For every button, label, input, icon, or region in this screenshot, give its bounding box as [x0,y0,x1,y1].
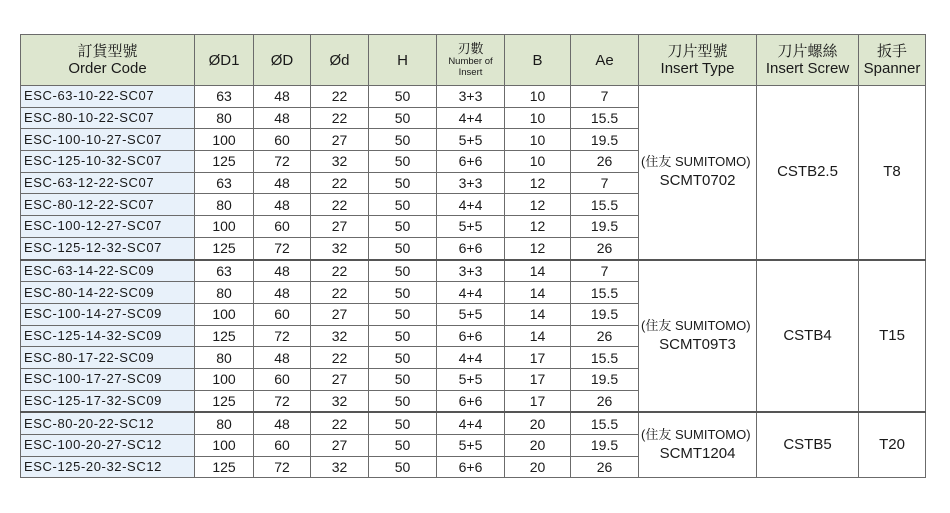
insert-screw-cell: CSTB2.5 [757,86,859,260]
cell-H: 50 [369,368,437,390]
cell-B: 12 [505,237,571,259]
cell-d1: 80 [195,347,254,369]
cell-teeth: 6+6 [437,237,505,259]
cell-D: 48 [254,260,311,282]
table-row [21,86,926,108]
cell-D: 48 [254,86,311,108]
cell-B: 14 [505,260,571,282]
cell-Ae: 19.5 [571,368,639,390]
cell-d: 22 [311,86,369,108]
cell-H: 50 [369,282,437,304]
cell-order-code: ESC-100-10-27-SC07 [21,129,195,151]
cell-d: 27 [311,303,369,325]
insert-model: SCMT0702 [659,172,736,190]
cell-d1: 63 [195,260,254,282]
cell-order-code: ESC-125-17-32-SC09 [21,390,195,412]
header-B: B [505,35,571,86]
cell-D: 48 [254,194,311,216]
cell-order-code: ESC-100-17-27-SC09 [21,368,195,390]
insert-model: SCMT09T3 [659,335,736,353]
cell-B: 14 [505,282,571,304]
cell-D: 60 [254,435,311,457]
cell-H: 50 [369,107,437,129]
cell-D: 60 [254,129,311,151]
cell-d: 27 [311,129,369,151]
table-row [21,260,926,282]
cell-d: 32 [311,456,369,478]
cell-teeth: 3+3 [437,86,505,108]
insert-brand: (住友 SUMITOMO) [641,427,751,443]
cell-order-code: ESC-80-20-22-SC12 [21,412,195,434]
cell-H: 50 [369,303,437,325]
cell-teeth: 5+5 [437,216,505,238]
cell-teeth: 6+6 [437,390,505,412]
cell-H: 50 [369,237,437,259]
cell-d: 22 [311,194,369,216]
cell-order-code: ESC-125-14-32-SC09 [21,325,195,347]
cell-H: 50 [369,412,437,434]
cell-teeth: 4+4 [437,347,505,369]
cell-Ae: 15.5 [571,412,639,434]
cell-Ae: 7 [571,260,639,282]
cell-D: 48 [254,347,311,369]
cell-teeth: 6+6 [437,151,505,173]
cell-d1: 100 [195,129,254,151]
cell-Ae: 7 [571,172,639,194]
cell-Ae: 19.5 [571,129,639,151]
cell-teeth: 4+4 [437,194,505,216]
cell-d1: 125 [195,237,254,259]
cell-order-code: ESC-63-10-22-SC07 [21,86,195,108]
cell-H: 50 [369,456,437,478]
cell-d1: 125 [195,325,254,347]
cell-H: 50 [369,194,437,216]
cell-Ae: 15.5 [571,347,639,369]
cell-order-code: ESC-80-14-22-SC09 [21,282,195,304]
cell-d: 22 [311,260,369,282]
cell-D: 72 [254,237,311,259]
header-row [21,35,926,86]
header-insert-type: 刀片型號 Insert Type [639,35,757,86]
cell-d: 22 [311,172,369,194]
cell-H: 50 [369,129,437,151]
cell-Ae: 26 [571,456,639,478]
cell-teeth: 3+3 [437,260,505,282]
header-d: Ød [311,35,369,86]
cell-B: 10 [505,151,571,173]
cell-B: 10 [505,107,571,129]
cell-d1: 80 [195,194,254,216]
cell-H: 50 [369,86,437,108]
cell-D: 48 [254,107,311,129]
cell-teeth: 4+4 [437,107,505,129]
cell-d1: 63 [195,172,254,194]
insert-model: SCMT1204 [659,445,736,463]
cell-order-code: ESC-125-20-32-SC12 [21,456,195,478]
cell-D: 48 [254,282,311,304]
cell-teeth: 5+5 [437,368,505,390]
cell-d1: 80 [195,107,254,129]
header-Ae: Ae [571,35,639,86]
cell-order-code: ESC-100-14-27-SC09 [21,303,195,325]
cell-Ae: 7 [571,86,639,108]
cell-B: 12 [505,216,571,238]
cell-H: 50 [369,172,437,194]
cell-B: 12 [505,194,571,216]
cell-B: 17 [505,368,571,390]
cell-d: 27 [311,368,369,390]
cell-H: 50 [369,390,437,412]
insert-type-cell [639,412,757,478]
insert-brand: (住友 SUMITOMO) [641,154,751,170]
cell-d1: 100 [195,368,254,390]
cell-H: 50 [369,435,437,457]
spanner-cell: T15 [859,260,926,413]
cell-d1: 125 [195,151,254,173]
cell-B: 14 [505,303,571,325]
cell-order-code: ESC-125-12-32-SC07 [21,237,195,259]
cell-Ae: 26 [571,151,639,173]
cell-teeth: 6+6 [437,325,505,347]
cell-d1: 63 [195,86,254,108]
cell-B: 10 [505,86,571,108]
insert-screw-cell: CSTB4 [757,260,859,413]
cell-B: 20 [505,412,571,434]
cell-B: 17 [505,390,571,412]
cell-d1: 125 [195,456,254,478]
header-H: H [369,35,437,86]
cell-D: 72 [254,151,311,173]
cell-d1: 100 [195,303,254,325]
header-D: ØD [254,35,311,86]
insert-type-cell [639,86,757,260]
cell-Ae: 15.5 [571,194,639,216]
cell-Ae: 15.5 [571,282,639,304]
cell-D: 60 [254,303,311,325]
cell-order-code: ESC-100-12-27-SC07 [21,216,195,238]
cell-d: 22 [311,282,369,304]
cell-B: 20 [505,435,571,457]
cell-D: 48 [254,172,311,194]
spec-body [21,86,926,478]
cell-H: 50 [369,347,437,369]
cell-order-code: ESC-80-17-22-SC09 [21,347,195,369]
cell-D: 72 [254,390,311,412]
table-row [21,412,926,434]
insert-type-cell [639,260,757,413]
cell-order-code: ESC-63-14-22-SC09 [21,260,195,282]
cell-D: 72 [254,456,311,478]
cell-d: 32 [311,237,369,259]
cell-Ae: 26 [571,390,639,412]
cell-order-code: ESC-80-12-22-SC07 [21,194,195,216]
spec-table [20,34,926,478]
cell-teeth: 4+4 [437,282,505,304]
cell-d: 27 [311,216,369,238]
cell-d1: 80 [195,282,254,304]
cell-d: 27 [311,435,369,457]
cell-Ae: 26 [571,237,639,259]
cell-D: 60 [254,368,311,390]
cell-B: 20 [505,456,571,478]
cell-Ae: 19.5 [571,303,639,325]
cell-teeth: 6+6 [437,456,505,478]
cell-B: 12 [505,172,571,194]
cell-d: 32 [311,390,369,412]
cell-teeth: 5+5 [437,303,505,325]
cell-teeth: 5+5 [437,129,505,151]
cell-B: 14 [505,325,571,347]
cell-Ae: 26 [571,325,639,347]
header-order-code: 訂貨型號 Order Code [21,35,195,86]
cell-d: 32 [311,151,369,173]
insert-screw-cell: CSTB5 [757,412,859,478]
cell-Ae: 15.5 [571,107,639,129]
cell-teeth: 4+4 [437,412,505,434]
cell-order-code: ESC-63-12-22-SC07 [21,172,195,194]
header-spanner: 扳手 Spanner [859,35,926,86]
cell-d1: 100 [195,216,254,238]
cell-H: 50 [369,260,437,282]
cell-order-code: ESC-100-20-27-SC12 [21,435,195,457]
cell-teeth: 3+3 [437,172,505,194]
cell-d: 22 [311,107,369,129]
cell-H: 50 [369,216,437,238]
cell-H: 50 [369,325,437,347]
cell-teeth: 5+5 [437,435,505,457]
cell-d: 32 [311,325,369,347]
insert-brand: (住友 SUMITOMO) [641,317,751,333]
cell-order-code: ESC-80-10-22-SC07 [21,107,195,129]
cell-D: 72 [254,325,311,347]
cell-d1: 125 [195,390,254,412]
header-d1: ØD1 [195,35,254,86]
cell-d1: 80 [195,412,254,434]
cell-B: 10 [505,129,571,151]
cell-Ae: 19.5 [571,435,639,457]
cell-D: 60 [254,216,311,238]
spanner-cell: T8 [859,86,926,260]
header-insert-screw: 刀片螺絲 Insert Screw [757,35,859,86]
cell-d: 22 [311,412,369,434]
cell-order-code: ESC-125-10-32-SC07 [21,151,195,173]
cell-B: 17 [505,347,571,369]
cell-Ae: 19.5 [571,216,639,238]
header-teeth: 刃數 Number of Insert [437,35,505,86]
cell-d1: 100 [195,435,254,457]
cell-H: 50 [369,151,437,173]
cell-d: 22 [311,347,369,369]
spanner-cell: T20 [859,412,926,478]
cell-D: 48 [254,412,311,434]
